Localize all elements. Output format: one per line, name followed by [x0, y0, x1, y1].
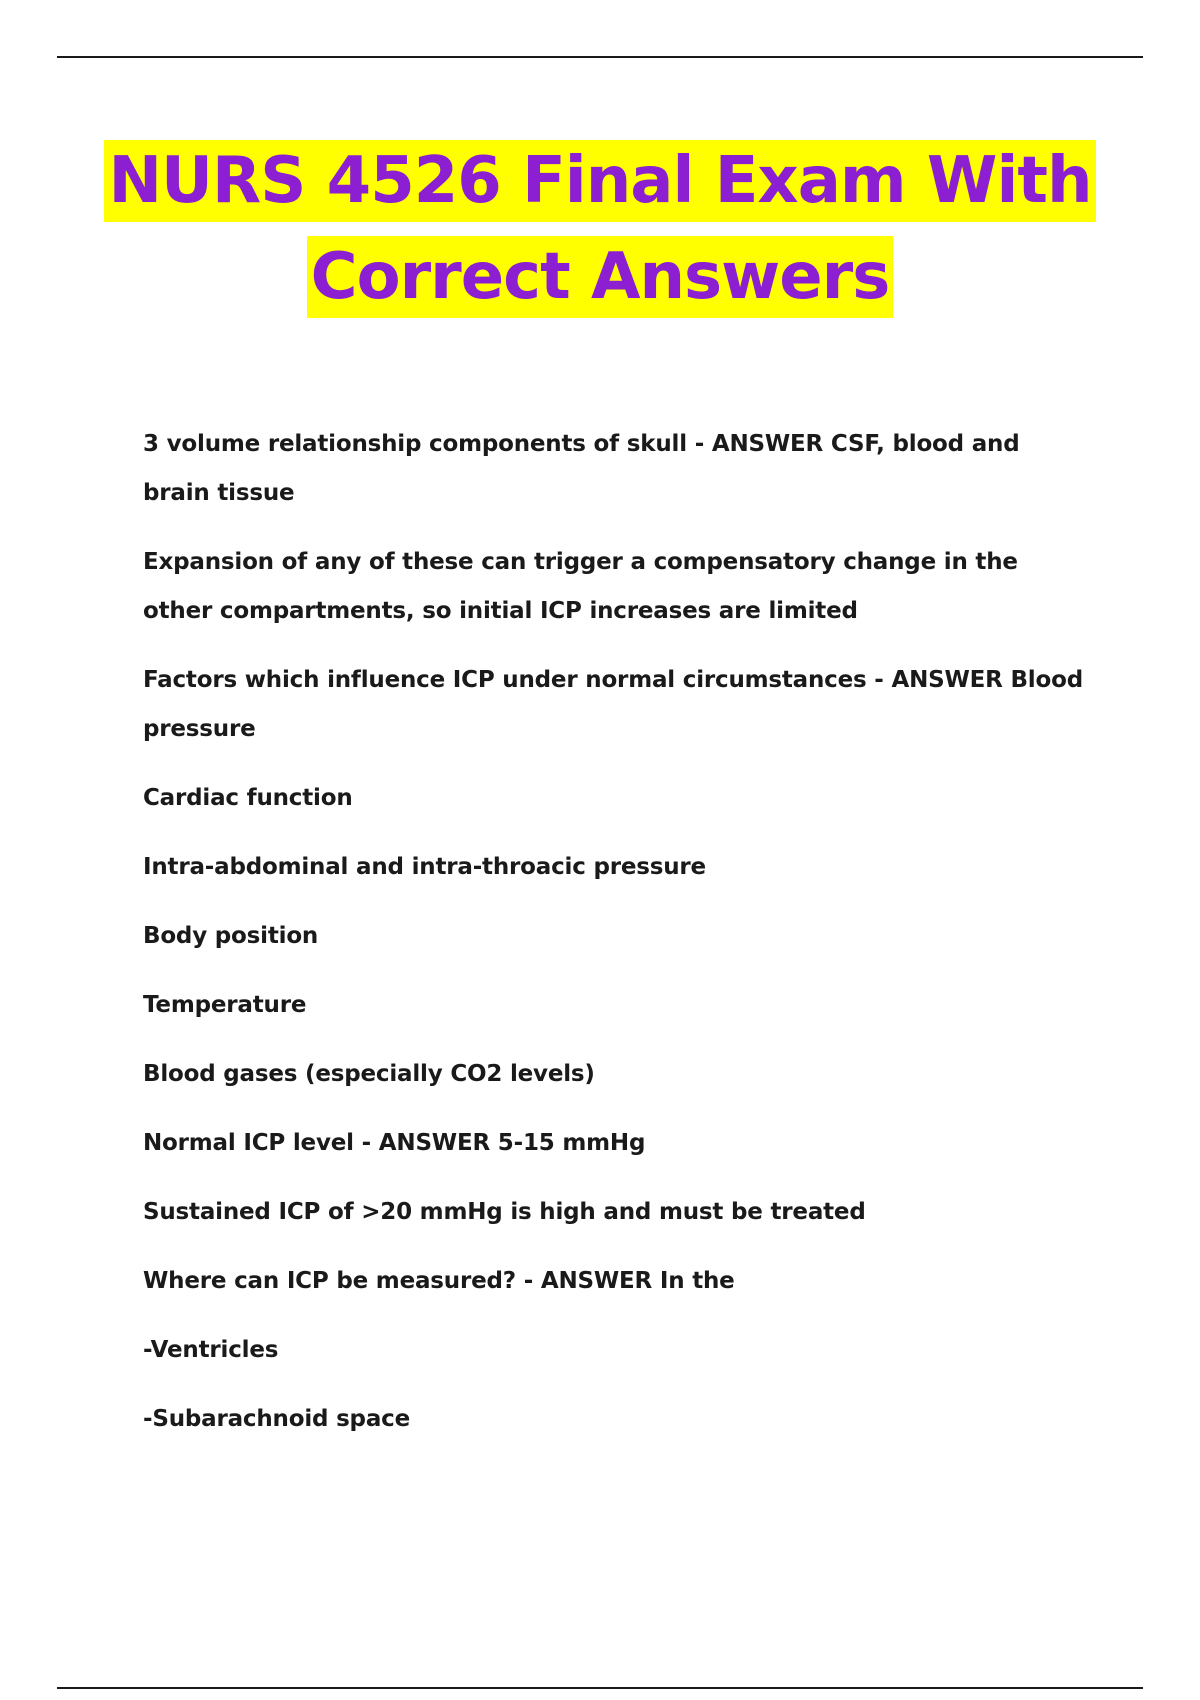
entry-skull-components: 3 volume relationship components of skull - ANSWER CSF, blood and brain tissue — [143, 431, 1020, 506]
entry-icp-measured: Where can ICP be measured? - ANSWER In the — [143, 1268, 735, 1294]
document-body — [143, 420, 1088, 1464]
entry-cardiac-function: Cardiac function — [143, 785, 353, 811]
entry-body-position: Body position — [143, 923, 319, 949]
entry-temperature: Temperature — [143, 992, 307, 1018]
entry-icp-factors: Factors which influence ICP under normal circumstances - ANSWER Blood pressure — [143, 667, 1083, 742]
entry-compensatory-change: Expansion of any of these can trigger a compensatory change in the other compartments, so initial ICP increases are limited — [143, 549, 1018, 624]
entry-ventricles: -Ventricles — [143, 1337, 279, 1363]
entry-blood-gases: Blood gases (especially CO2 levels) — [143, 1061, 595, 1087]
top-rule — [57, 56, 1143, 58]
entry-sustained-icp: Sustained ICP of >20 mmHg is high and must be treated — [143, 1199, 866, 1225]
entry-intra-pressure: Intra-abdominal and intra-throacic pressure — [143, 854, 706, 880]
document-title — [0, 140, 1200, 318]
bottom-rule — [57, 1687, 1143, 1689]
entry-normal-icp: Normal ICP level - ANSWER 5-15 mmHg — [143, 1130, 646, 1156]
title-line-2: Correct Answers — [307, 236, 894, 318]
title-line-1: NURS 4526 Final Exam With — [104, 140, 1095, 222]
entry-subarachnoid: -Subarachnoid space — [143, 1406, 410, 1432]
